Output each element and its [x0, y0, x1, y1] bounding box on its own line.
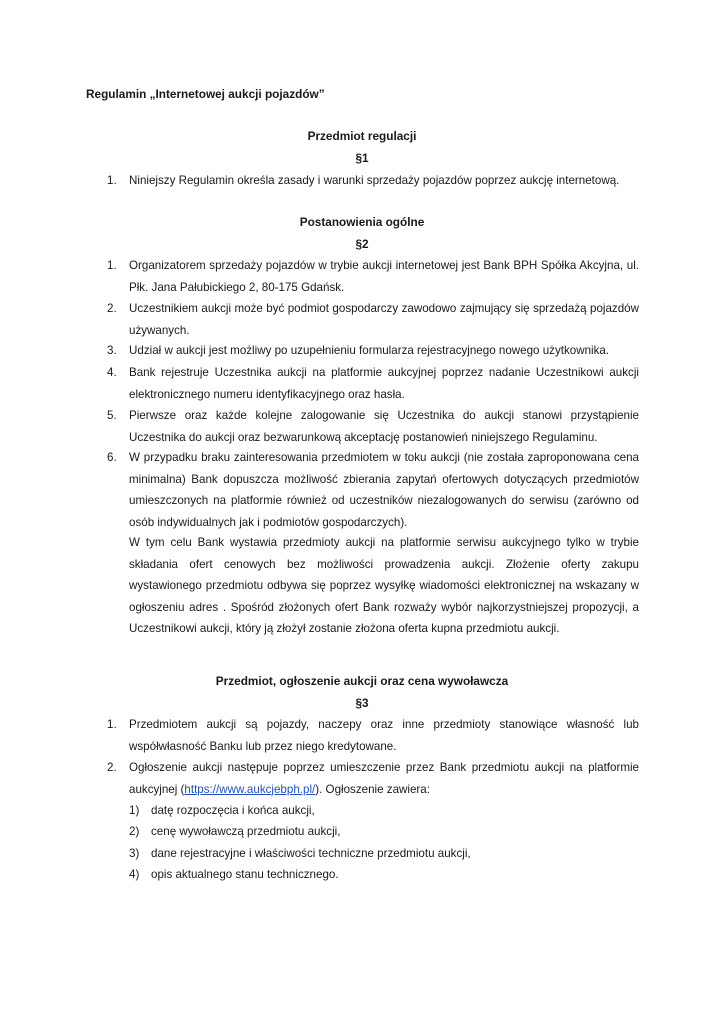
document-title: Regulamin „Internetowej aukcji pojazdów”	[86, 87, 325, 101]
subitem4-number: 4)	[129, 868, 140, 881]
subitem4-text: opis aktualnego stanu technicznego.	[151, 868, 339, 881]
section3-paragraph-mark: §3	[355, 696, 369, 710]
auction-platform-link[interactable]: https://www.aukcjebph.pl/	[184, 782, 316, 796]
section2-heading: Postanowienia ogólne	[299, 215, 425, 229]
section2-paragraph-mark: §2	[355, 237, 369, 251]
section2-item5-text: Pierwsze oraz każde kolejne zalogowanie się Uczestnika do aukcji stanowi przystąpienie Uczestnika do aukcji oraz bezwarunkową akceptację postanowień niniejszego Regulaminu.	[129, 409, 639, 444]
section2-item5-number: 5.	[107, 409, 117, 422]
section3-item2-text-before: Ogłoszenie aukcji następuje poprzez umieszczenie przez Bank przedmiotu aukcji na platformie aukcyjnej (	[129, 761, 639, 796]
section1-item1-number: 1.	[107, 174, 117, 187]
subitem1-number: 1)	[129, 804, 140, 817]
section2-item6-number: 6.	[107, 451, 117, 464]
section2-item2-number: 2.	[107, 302, 117, 315]
subitem2-text: cenę wywoławczą przedmiotu aukcji,	[151, 825, 341, 838]
subitem3-text: dane rejestracyjne i właściwości techniczne przedmiotu aukcji,	[151, 847, 471, 860]
section1-item1-text: Niniejszy Regulamin określa zasady i warunki sprzedaży pojazdów poprzez aukcję internetową.	[129, 174, 620, 187]
subitem3-number: 3)	[129, 847, 140, 860]
section2-item4-number: 4.	[107, 366, 117, 379]
section2-item1-number: 1.	[107, 259, 117, 272]
section2-item6-text: W przypadku braku zainteresowania przedmiotem w toku aukcji (nie została zaproponowana cena minimalna) Bank dopuszcza możliwość zbierania zapytań ofertowych dotyczących przedmiotów umieszczonych na platformie również od uczestników niezalogowanych do serwisu (zarówno od osób indywidualnych jak i podmiotów gospodarczych).	[129, 451, 639, 529]
section3-item2-text	[129, 757, 639, 800]
section3-item1-number: 1.	[107, 718, 117, 731]
subitem1-text: datę rozpoczęcia i końca aukcji,	[151, 804, 315, 817]
section2-item4-text: Bank rejestruje Uczestnika aukcji na platformie aukcyjnej poprzez nadanie Uczestnikowi aukcji elektronicznego numeru identyfikacyjnego oraz hasła.	[129, 366, 639, 401]
section2-item2-text: Uczestnikiem aukcji może być podmiot gospodarczy zawodowo zajmujący się sprzedażą pojazdów używanych.	[129, 302, 639, 337]
section1-paragraph-mark: §1	[355, 151, 369, 165]
section1-heading: Przedmiot regulacji	[307, 129, 417, 143]
section2-item1-text: Organizatorem sprzedaży pojazdów w trybie aukcji internetowej jest Bank BPH Spółka Akcyjna, ul. Płk. Jana Pałubickiego 2, 80-175 Gdańsk.	[129, 259, 639, 294]
section3-item1-text: Przedmiotem aukcji są pojazdy, naczepy oraz inne przedmioty stanowiące własność lub współwłasność Banku lub przez niego kredytowane.	[129, 718, 639, 753]
subitem2-number: 2)	[129, 825, 140, 838]
section3-item2-text-after: ). Ogłoszenie zawiera:	[315, 782, 430, 796]
section3-heading: Przedmiot, ogłoszenie aukcji oraz cena wywoławcza	[215, 674, 509, 688]
section3-item2-number: 2.	[107, 761, 117, 774]
section2-item3-number: 3.	[107, 344, 117, 357]
section2-item3-text: Udział w aukcji jest możliwy po uzupełnieniu formularza rejestracyjnego nowego użytkownika.	[129, 344, 610, 357]
section2-item6-continuation: W tym celu Bank wystawia przedmioty aukcji na platformie serwisu aukcyjnego tylko w trybie składania ofert cenowych bez możliwości prowadzenia aukcji. Złożenie oferty zakupu wystawionego przedmiotu odbywa się poprzez wysyłkę wiadomości elektronicznej na wskazany w ogłoszeniu adres . Spośród złożonych ofert Bank rozważy wybór najkorzystniejszej propozycji, a Uczestnikowi aukcji, który ją złożył zostanie złożona oferta kupna przedmiotu aukcji.	[129, 536, 639, 635]
